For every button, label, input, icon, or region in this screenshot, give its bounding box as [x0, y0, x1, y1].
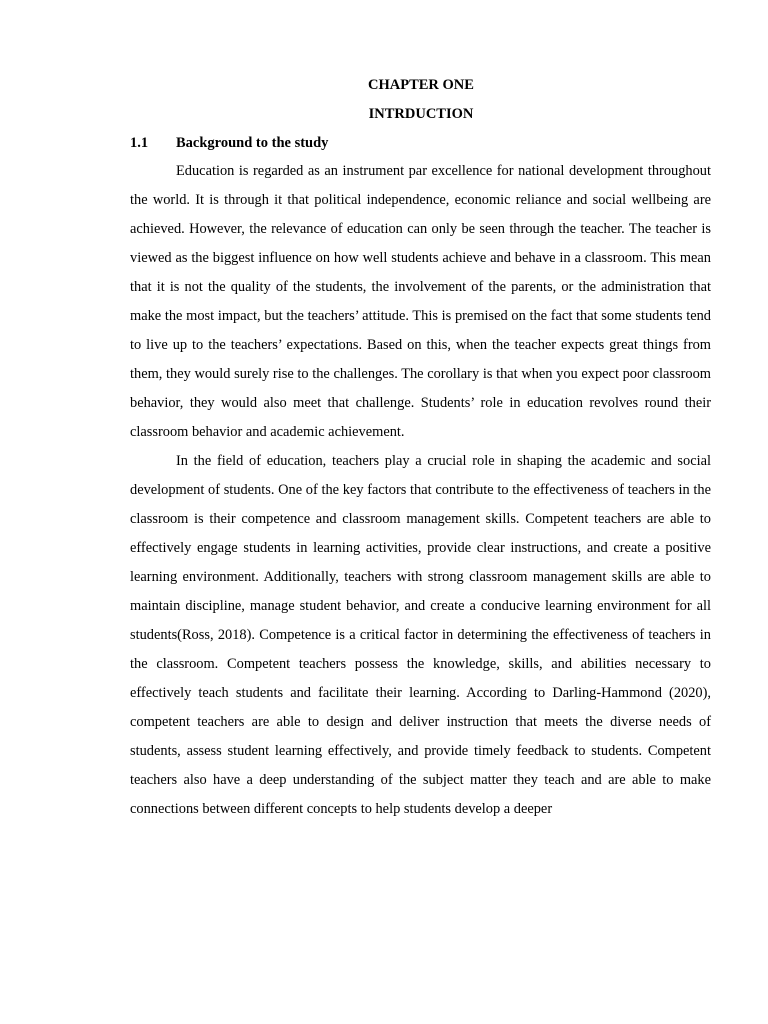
section-number: 1.1 — [130, 135, 149, 151]
section-title: Background to the study — [176, 135, 329, 151]
section-heading — [130, 134, 328, 152]
chapter-title: CHAPTER ONE — [368, 77, 474, 93]
paragraph: In the field of education, teachers play a crucial role in shaping the academic and social development of students. One of the key factors that contribute to the effectiveness of teachers in the classroom is their competence and classroom management skills. Competent teachers are able to effectively engage students in learning activities, provide clear instructions, and create a positive learning environment. Additionally, teachers with strong classroom management skills are able to maintain discipline, manage student behavior, and create a conducive learning environment for all students(Ross, 2018). Competence is a critical factor in determining the effectiveness of teachers in the classroom. Competent teachers possess the knowledge, skills, and abilities necessary to effectively teach students and facilitate their learning. According to Darling-Hammond (2020), competent teachers are able to design and deliver instruction that meets the diverse needs of students, assess student learning effectively, and provide timely feedback to students. Competent teachers also have a deep understanding of the subject matter they teach and are able to make connections between different concepts to help students develop a deeper — [130, 453, 711, 817]
chapter-subtitle: INTRDUCTION — [368, 106, 474, 122]
paragraph: Education is regarded as an instrument par excellence for national development throughout the world. It is through it that political independence, economic reliance and social wellbeing are achieved. However, the relevance of education can only be seen through the teacher. The teacher is viewed as the biggest influence on how well students achieve and behave in a classroom. This mean that it is not the quality of the students, the involvement of the parents, or the administration that make the most impact, but the teachers’ attitude. This is premised on the fact that some students tend to live up to the teachers’ expectations. Based on this, when the teacher expects great things from them, they would surely rise to the challenges. The corollary is that when you expect poor classroom behavior, they would also meet that challenge. Students’ role in education revolves round their classroom behavior and academic achievement. — [130, 163, 711, 440]
